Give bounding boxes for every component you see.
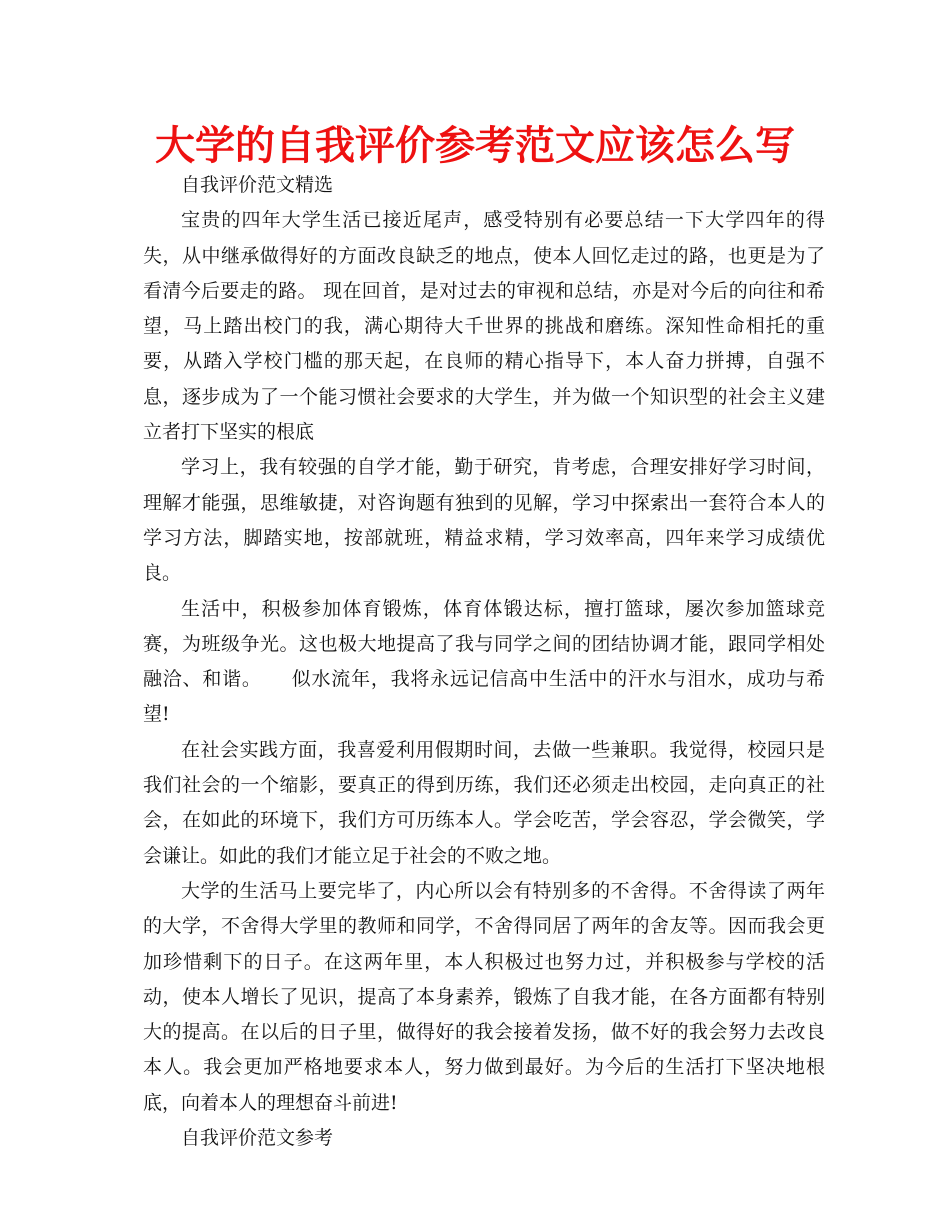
section-heading-selected: 自我评价范文精选 [181,174,334,196]
paragraph-summary: 宝贵的四年大学生活已接近尾声，感受特别有必要总结一下大学四年的得失，从中继承做得好的方面改良缺乏的地点，使本人回忆走过的路，也更是为了看清今后要走的路。 现在回首，是对过去的审视和总结，亦是对今后的向往和希望，马上踏出校门的我，满心期待大千世界的挑战和磨练。深知性命相托的重要，从踏入学校门槛的那天起，在良师的精心指导下，本人奋力拼搏，自强不息，逐步成为了一个能习惯社会要求的大学生，并为做一个知识型的社会主义建立者打下坚实的根底 [143,209,825,444]
paragraph-closing: 大学的生活马上要完毕了，内心所以会有特别多的不舍得。不舍得读了两年的大学，不舍得大学里的教师和同学，不舍得同居了两年的舍友等。因而我会更加珍惜剩下的日子。在这两年里，本人积极过也努力过，并积极参与学校的活动，使本人增长了见识，提高了本身素养，锻炼了自我才能，在各方面都有特别大的提高。在以后的日子里，做得好的我会接着发扬，做不好的我会努力去改良本人。我会更加严格地要求本人，努力做到最好。为今后的生活打下坚决地根底，向着本人的理想奋斗前进! [143,879,825,1114]
document-body [143,168,825,1156]
section-heading-reference: 自我评价范文参考 [181,1127,334,1150]
paragraph-study: 学习上，我有较强的自学才能，勤于研究，肯考虑，合理安排好学习时间，理解才能强，思维敏捷，对咨询题有独到的见解，学习中探索出一套符合本人的学习方法，脚踏实地，按部就班，精益求精，学习效率高，四年来学习成绩优良。 [143,456,825,585]
document-title: 大学的自我评价参考范文应该怎么写 [155,123,795,169]
paragraph-social-practice: 在社会实践方面，我喜爱利用假期时间，去做一些兼职。我觉得，校园只是我们社会的一个缩影，要真正的得到历练，我们还必须走出校园，走向真正的社会，在如此的环境下，我们方可历练本人。学会吃苦，学会容忍，学会微笑，学会谦让。如此的我们才能立足于社会的不败之地。 [143,738,825,867]
paragraph-life: 生活中，积极参加体育锻炼，体育体锻达标，擅打篮球，屡次参加篮球竞赛，为班级争光。这也极大地提高了我与同学之间的团结协调才能，跟同学相处融洽、和谐。 似水流年，我将永远记信高中生活中的汗水与泪水，成功与希望! [143,597,825,726]
